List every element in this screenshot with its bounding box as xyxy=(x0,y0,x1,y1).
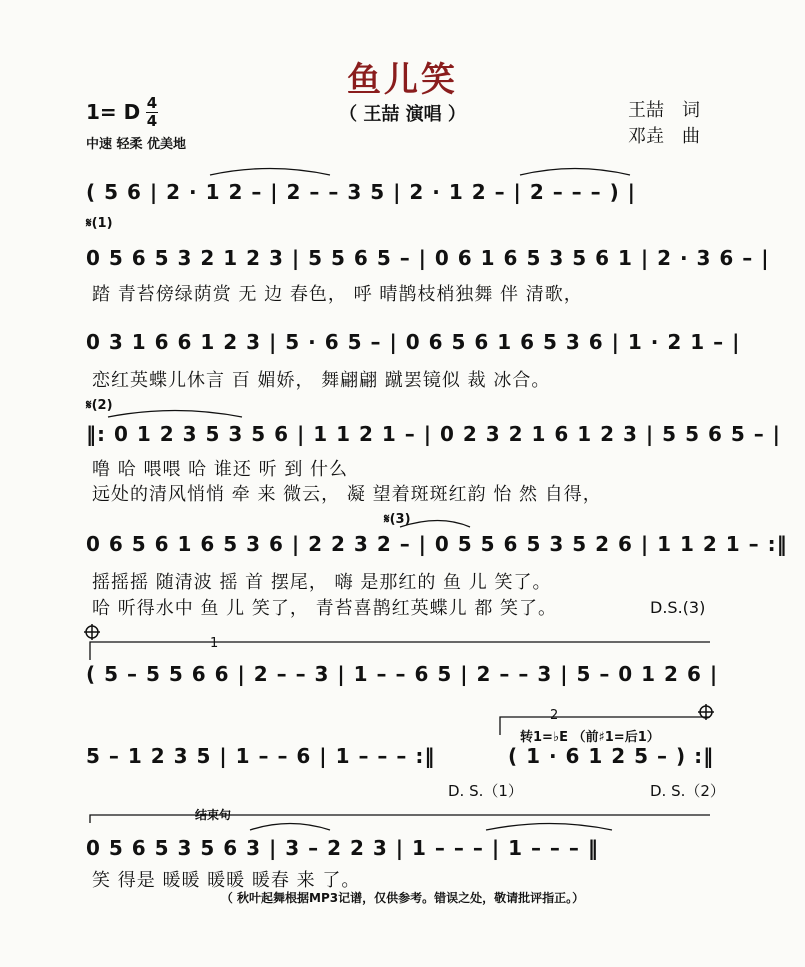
volta-1-bracket xyxy=(90,642,710,660)
volta-1-label: 1 xyxy=(210,636,219,651)
score-row-8: 0 5 6 5 3 5 6 3 | 3 – 2 2 3 | 1 – – – | 1 – – – ‖ xyxy=(86,836,599,860)
segno-1: 𝄋(1) xyxy=(86,216,113,231)
ending-bracket xyxy=(90,815,710,823)
lyricist: 王喆 词 xyxy=(628,100,700,121)
lyrics-row-4a: 噜 哈 喂喂 哈 谁还 听 到 什么 xyxy=(92,459,349,480)
ds-1: D. S.（1） xyxy=(448,782,523,800)
lyrics-row-8: 笑 得是 暖暖 暖暖 暖春 来 了。 xyxy=(92,870,361,891)
coda-icon-1 xyxy=(84,624,100,640)
composer: 邓垚 曲 xyxy=(628,126,700,147)
segno-3: 𝄋(3) xyxy=(384,512,411,527)
lyrics-row-3: 恋红英蝶儿休言 百 媚娇， 舞翩翩 蹴罢镜似 裁 冰合。 xyxy=(92,370,551,391)
score-row-6: ( 5 – 5 5 6 6 | 2 – – 3 | 1 – – 6 5 | 2 – – 3 | 5 – 0 1 2 6 | xyxy=(86,662,719,686)
score-row-3: 0 3 1 6 6 1 2 3 | 5 · 6 5 – | 0 6 5 6 1 6 5 3 6 | 1 · 2 1 – | xyxy=(86,330,741,354)
lyrics-row-5a: 摇摇摇 随清波 摇 首 摆尾， 嗨 是那红的 鱼 儿 笑了。 xyxy=(92,572,552,593)
volta-2-bracket xyxy=(500,717,710,735)
tempo-marking: 中速 轻柔 优美地 xyxy=(86,137,187,152)
meter-bottom: 4 xyxy=(146,112,158,130)
score-row-4: ‖: 0 1 2 3 5 3 5 6 | 1 1 2 1 – | 0 2 3 2 1 6 1 2 3 | 5 5 6 5 – | xyxy=(86,422,781,446)
slur-row8a xyxy=(250,824,330,831)
ending-label: 结束句 xyxy=(195,808,232,822)
score-row-2: 0 5 6 5 3 2 1 2 3 | 5 5 6 5 – | 0 6 1 6 5 3 5 6 1 | 2 · 3 6 – | xyxy=(86,246,770,270)
score-row-7-volta2: ( 1 · 6 1 2 5 – ) :‖ xyxy=(508,744,715,768)
ds-3: D.S.(3) xyxy=(650,598,706,617)
meter-top: 4 xyxy=(146,94,158,112)
score-row-intro: ( 5 6 | 2 · 1 2 – | 2 – – 3 5 | 2 · 1 2 – | 2 – – – ) | xyxy=(86,180,636,204)
performer: （ 王喆 演唱 ） xyxy=(339,104,466,125)
key-signature: 1= D xyxy=(86,100,141,124)
lyrics-row-5b: 哈 听得水中 鱼 儿 笑了， 青苔喜鹊红英蝶儿 都 笑了。 xyxy=(92,598,558,619)
lyrics-row-4b: 远处的清风悄悄 牵 来 微云， 凝 望着斑斑红韵 怡 然 自得， xyxy=(92,484,602,505)
volta-2-label: 2 xyxy=(550,708,559,723)
slur-row4 xyxy=(108,411,242,418)
slur-row5 xyxy=(400,521,470,528)
song-title: 鱼儿笑 xyxy=(347,60,458,100)
segno-2: 𝄋(2) xyxy=(86,398,113,413)
ds-2: D. S.（2） xyxy=(650,782,725,800)
modulation: 转1=♭E （前♯1=后1） xyxy=(520,730,660,745)
lyrics-row-2: 踏 青苔傍绿荫赏 无 边 春色， 呼 晴鹊枝梢独舞 伴 清歌， xyxy=(92,284,583,305)
score-row-5: 0 6 5 6 1 6 5 3 6 | 2 2 3 2 – | 0 5 5 6 5 3 5 2 6 | 1 1 2 1 – :‖ xyxy=(86,532,788,556)
footnote: （ 秋叶起舞根据MP3记谱，仅供参考。错误之处，敬请批评指正。） xyxy=(220,891,585,905)
slur-intro-2 xyxy=(520,169,630,176)
slur-row8b xyxy=(486,824,612,831)
score-row-7: 5 – 1 2 3 5 | 1 – – 6 | 1 – – – :‖ xyxy=(86,744,436,768)
slur-intro-1 xyxy=(210,169,330,176)
